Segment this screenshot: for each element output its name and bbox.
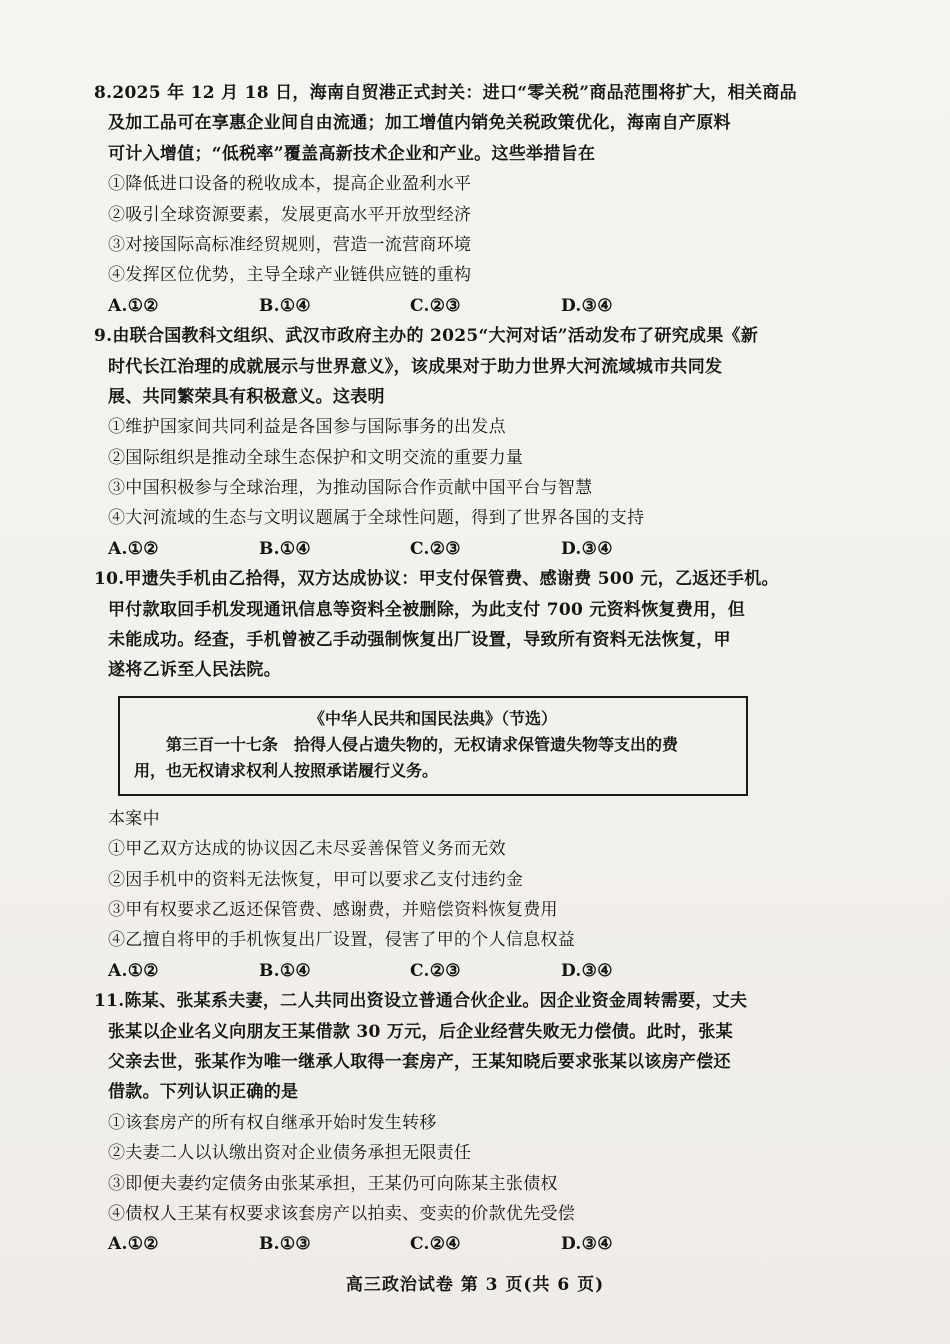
statement-item: ②国际组织是推动全球生态保护和文明交流的重要力量 [108, 447, 524, 468]
answer-options [94, 956, 774, 986]
statement-item: ④大河流域的生态与文明议题属于全球性问题，得到了世界各国的支持 [108, 508, 645, 529]
option-d[interactable]: D.③④ [561, 960, 613, 981]
statement-item: ④债权人王某有权要求该套房产以拍卖、变卖的价款优先受偿 [108, 1203, 576, 1224]
excerpt-text-line: 用，也无权请求权利人按照承诺履行义务。 [134, 760, 439, 780]
question-stem-line: 遂将乙诉至人民法院。 [108, 660, 281, 681]
question-stem-line: 甲付款取回手机发现通讯信息等资料全被删除，为此支付 700 元资料恢复费用，但 [108, 599, 746, 620]
excerpt-title: 《中华人民共和国民法典》（节选） [308, 708, 557, 728]
option-a[interactable]: A.①② [108, 538, 159, 559]
option-b[interactable]: B.①④ [259, 295, 311, 316]
statement-item: ③甲有权要求乙返还保管费、感谢费，并赔偿资料恢复费用 [108, 899, 558, 920]
option-c[interactable]: C.②③ [410, 538, 461, 559]
question-stem-line: 8.2025 年 12 月 18 日，海南自贸港正式封关：进口“零关税”商品范围将扩大，相关商品 [94, 83, 797, 103]
question-stem-line: 时代长江治理的成就展示与世界意义》，该成果对于助力世界大河流域城市共同发 [108, 356, 723, 377]
page-content [94, 78, 797, 1260]
page-footer: 高三政治试卷 第 3 页(共 6 页) [345, 1275, 605, 1295]
statement-item: ④发挥区位优势，主导全球产业链供应链的重构 [108, 265, 472, 286]
question-11 [94, 986, 774, 1260]
statement-item: ②吸引全球资源要素，发展更高水平开放型经济 [108, 204, 472, 225]
option-d[interactable]: D.③④ [561, 295, 613, 316]
option-a[interactable]: A.①② [108, 295, 159, 316]
option-d[interactable]: D.③④ [561, 538, 613, 559]
option-c[interactable]: C.②③ [410, 960, 461, 981]
question-stem-line: 10.甲遗失手机由乙拾得，双方达成协议：甲支付保管费、感谢费 500 元，乙返还手机。 [94, 569, 779, 590]
statement-item: ①甲乙双方达成的协议因乙未尽妥善保管义务而无效 [108, 839, 506, 860]
statement-item: ②夫妻二人以认缴出资对企业债务承担无限责任 [108, 1143, 472, 1164]
option-b[interactable]: B.①④ [259, 960, 311, 981]
statement-item: ①该套房产的所有权自继承开始时发生转移 [108, 1112, 437, 1133]
statement-item: ①降低进口设备的税收成本，提高企业盈利水平 [108, 174, 472, 195]
option-c[interactable]: C.②④ [410, 1234, 461, 1255]
question-lead: 本案中 [108, 808, 160, 829]
question-9 [94, 321, 774, 564]
statement-item: ③中国积极参与全球治理，为推动国际合作贡献中国平台与智慧 [108, 478, 593, 499]
question-stem-line: 张某以企业名义向朋友王某借款 30 万元，后企业经营失败无力偿债。此时，张某 [108, 1021, 733, 1042]
answer-options [94, 291, 774, 321]
question-stem-line: 9.由联合国教科文组织、武汉市政府主办的 2025“大河对话”活动发布了研究成果《新 [94, 326, 759, 347]
answer-options [94, 534, 774, 564]
statement-item: ③即便夫妻约定债务由张某承担，王某仍可向陈某主张债权 [108, 1173, 558, 1194]
civil-code-excerpt-box [118, 696, 748, 796]
excerpt-text-line: 第三百一十七条 拾得人侵占遗失物的，无权请求保管遗失物等支出的费 [166, 734, 679, 754]
answer-options [94, 1229, 774, 1259]
question-stem-line: 及加工品可在享惠企业间自由流通；加工增值内销免关税政策优化，海南自产原料 [108, 113, 731, 134]
question-10 [94, 564, 779, 986]
statement-item: ①维护国家间共同利益是各国参与国际事务的出发点 [108, 417, 506, 438]
question-stem-line: 11.陈某、张某系夫妻，二人共同出资设立普通合伙企业。因企业资金周转需要，丈夫 [94, 991, 748, 1012]
option-b[interactable]: B.①④ [259, 538, 311, 559]
statement-item: ③对接国际高标准经贸规则，营造一流营商环境 [108, 234, 472, 255]
question-stem-line: 未能成功。经查，手机曾被乙手动强制恢复出厂设置，导致所有资料无法恢复，甲 [108, 630, 731, 651]
question-stem-line: 借款。下列认识正确的是 [108, 1082, 299, 1103]
option-a[interactable]: A.①② [108, 1234, 159, 1255]
option-b[interactable]: B.①③ [259, 1234, 311, 1255]
option-c[interactable]: C.②③ [410, 295, 461, 316]
question-stem-line: 父亲去世，张某作为唯一继承人取得一套房产，王某知晓后要求张某以该房产偿还 [108, 1051, 731, 1072]
option-d[interactable]: D.③④ [561, 1234, 613, 1255]
option-a[interactable]: A.①② [108, 960, 159, 981]
question-stem-line: 可计入增值；“低税率”覆盖高新技术企业和产业。这些举措旨在 [108, 143, 596, 164]
question-stem-line: 展、共同繁荣具有积极意义。这表明 [108, 386, 385, 407]
statement-item: ②因手机中的资料无法恢复，甲可以要求乙支付违约金 [108, 869, 524, 890]
question-8 [94, 78, 797, 321]
statement-item: ④乙擅自将甲的手机恢复出厂设置，侵害了甲的个人信息权益 [108, 930, 576, 951]
